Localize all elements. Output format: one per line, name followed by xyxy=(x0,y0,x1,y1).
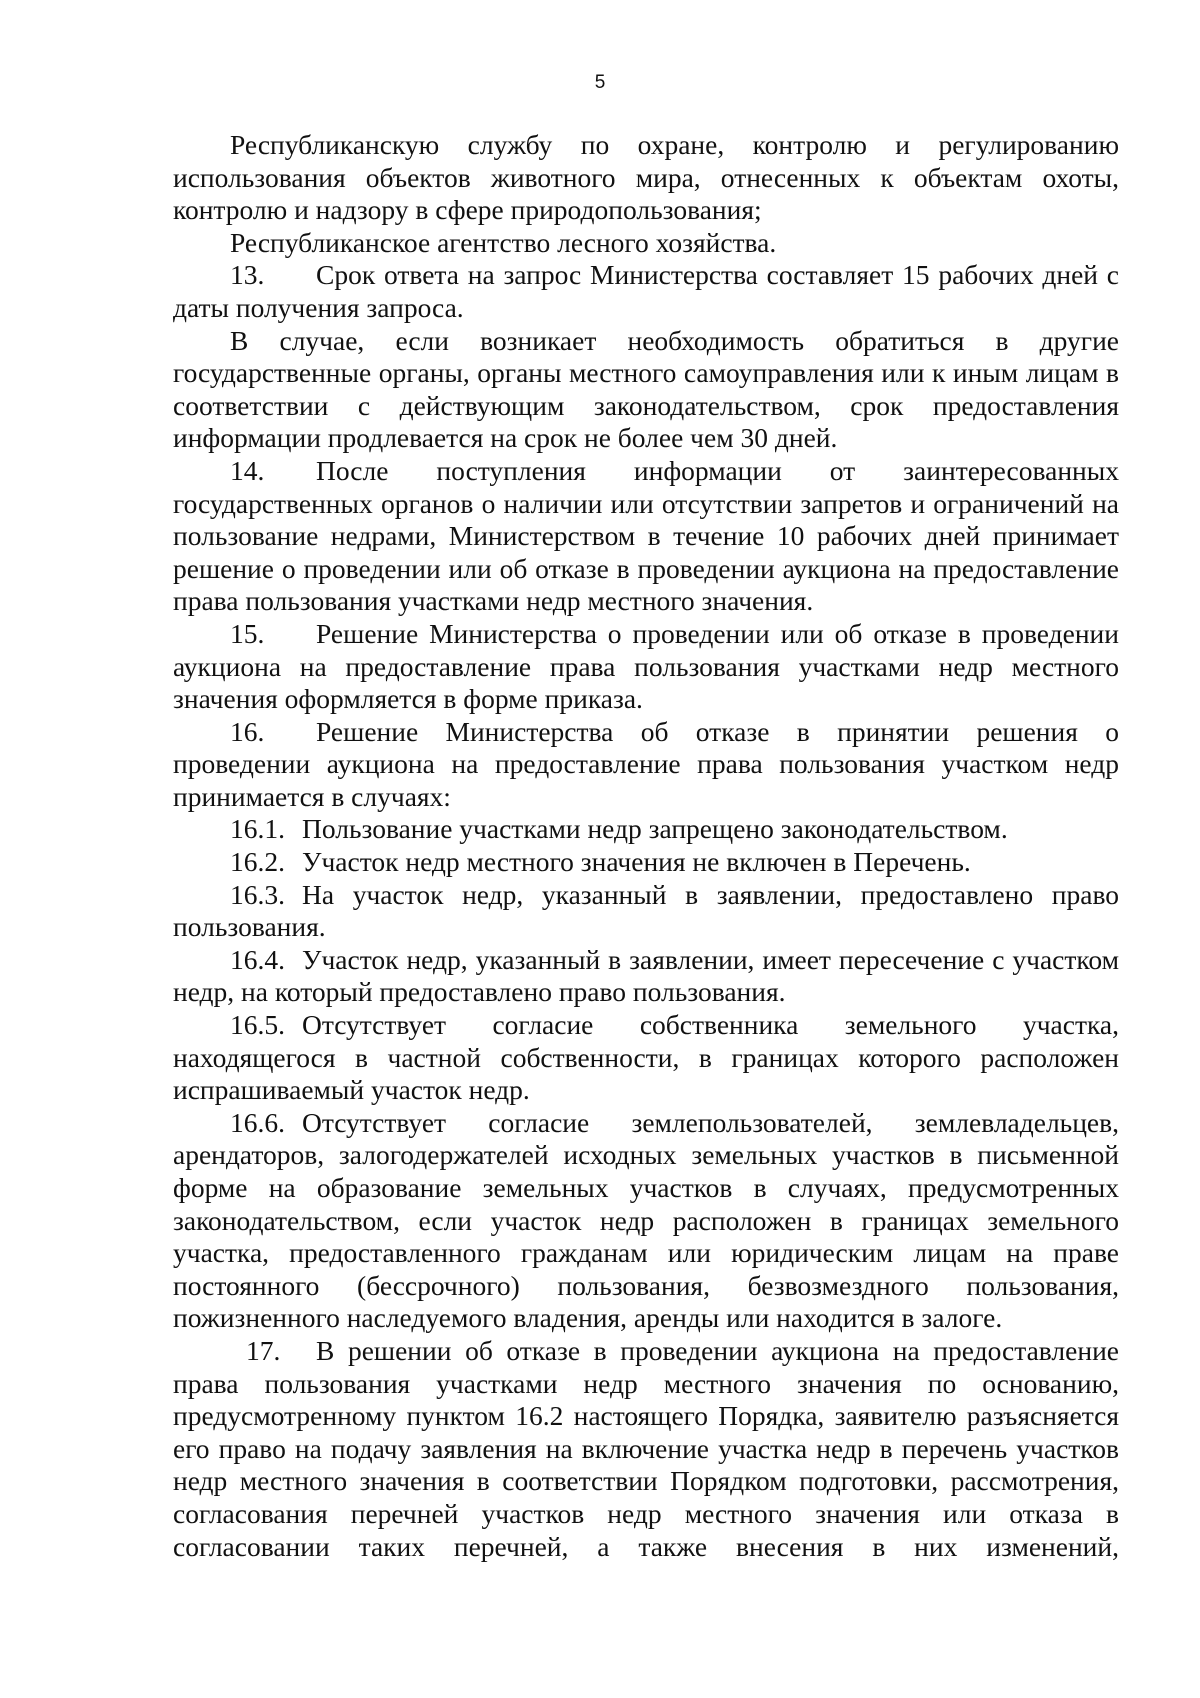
paragraph-number: 16.6. xyxy=(230,1106,285,1138)
paragraph-number: 15. xyxy=(230,617,265,649)
paragraph-17 xyxy=(173,1335,1119,1563)
paragraph-text: Срок ответа на запрос Министерства составляет 15 рабочих дней с даты получения запроса. xyxy=(173,259,1119,323)
paragraph-text: На участок недр, указанный в заявлении, предоставлено право пользования. xyxy=(173,878,1119,943)
paragraph-forestry-agency xyxy=(173,227,1119,260)
paragraph-number: 14. xyxy=(230,454,265,486)
paragraph-16-3 xyxy=(173,879,1119,944)
paragraph-text: Участок недр, указанный в заявлении, имеет пересечение с участком недр, на который предоставлено право пользования. xyxy=(173,943,1119,1008)
paragraph-number: 16.5. xyxy=(230,1009,285,1041)
paragraph-16-6 xyxy=(173,1107,1119,1335)
paragraph-agency-service xyxy=(173,129,1119,227)
page-number: 5 xyxy=(594,72,606,93)
paragraph-text: В решении об отказе в проведении аукциона на предоставление права пользования участками недр местного значения по основанию, предусмотренному пунктом 16.2 настоящего Порядка, заявителю разъясняется его право на подачу заявления на включение участка недр в перечень участков недр местного значения в соответствии Порядком подготовки, рассмотрения, согласования перечней участков недр местного значения или отказа в согласовании таких перечней, а также внесения в них изменений, xyxy=(173,1334,1119,1562)
paragraph-text: В случае, если возникает необходимость обратиться в другие государственные органы, органы местного самоуправления или к иным лицам в соответствии с действующим законодательством, срок предоставления информации продлевается на срок не более чем 30 дней. xyxy=(173,324,1119,454)
paragraph-16-2 xyxy=(173,846,1119,879)
paragraph-number: 16.4. xyxy=(230,943,285,975)
paragraph-text: Участок недр местного значения не включен в Перечень. xyxy=(302,846,971,878)
document-body xyxy=(173,129,1119,1563)
paragraph-14 xyxy=(173,455,1119,618)
paragraph-text: Отсутствует согласие собственника земельного участка, находящегося в частной собственности, в границах которого расположен испрашиваемый участок недр. xyxy=(173,1009,1119,1106)
paragraph-16-5 xyxy=(173,1009,1119,1107)
paragraph-16-1 xyxy=(173,813,1119,846)
paragraph-text: Решение Министерства о проведении или об отказе в проведении аукциона на предоставление права пользования участками недр местного значения оформляется в форме приказа. xyxy=(173,617,1119,715)
paragraph-text: Республиканскую службу по охране, контролю и регулированию использования объектов животного мира, отнесенных к объектам охоты, контролю и надзору в сфере природопользования; xyxy=(173,129,1119,226)
paragraph-number: 13. xyxy=(230,259,265,291)
paragraph-number: 16. xyxy=(230,715,265,747)
paragraph-number: 16.2. xyxy=(230,846,285,878)
paragraph-text: После поступления информации от заинтересованных государственных органов о наличии или отсутствии запретов и ограничений на пользование недрами, Министерством в течение 10 рабочих дней принимает решение о проведении или об отказе в проведении аукциона на предоставление права пользования участками недр местного значения. xyxy=(173,454,1119,617)
paragraph-text: Республиканское агентство лесного хозяйства. xyxy=(230,226,777,258)
paragraph-number: 16.3. xyxy=(230,878,285,910)
paragraph-text: Пользование участками недр запрещено законодательством. xyxy=(302,813,1008,845)
paragraph-number: 16.1. xyxy=(230,813,285,845)
paragraph-13-extension xyxy=(173,325,1119,455)
paragraph-13 xyxy=(173,259,1119,324)
paragraph-text: Отсутствует согласие землепользователей, землевладельцев, арендаторов, залогодержателей исходных земельных участков в письменной форме на образование земельных участков в случаях, предусмотренных законодательством, если участок недр расположен в границах земельного участка, предоставленного гражданам или юридическим лицам на праве постоянного (бессрочного) пользования, безвозмездного пользования, пожизненного наследуемого владения, аренды или находится в залоге. xyxy=(173,1106,1119,1334)
paragraph-16 xyxy=(173,716,1119,814)
paragraph-text: Решение Министерства об отказе в принятии решения о проведении аукциона на предоставление права пользования участком недр принимается в случаях: xyxy=(173,715,1119,812)
paragraph-15 xyxy=(173,618,1119,716)
paragraph-16-4 xyxy=(173,944,1119,1009)
paragraph-number: 17. xyxy=(246,1334,281,1366)
